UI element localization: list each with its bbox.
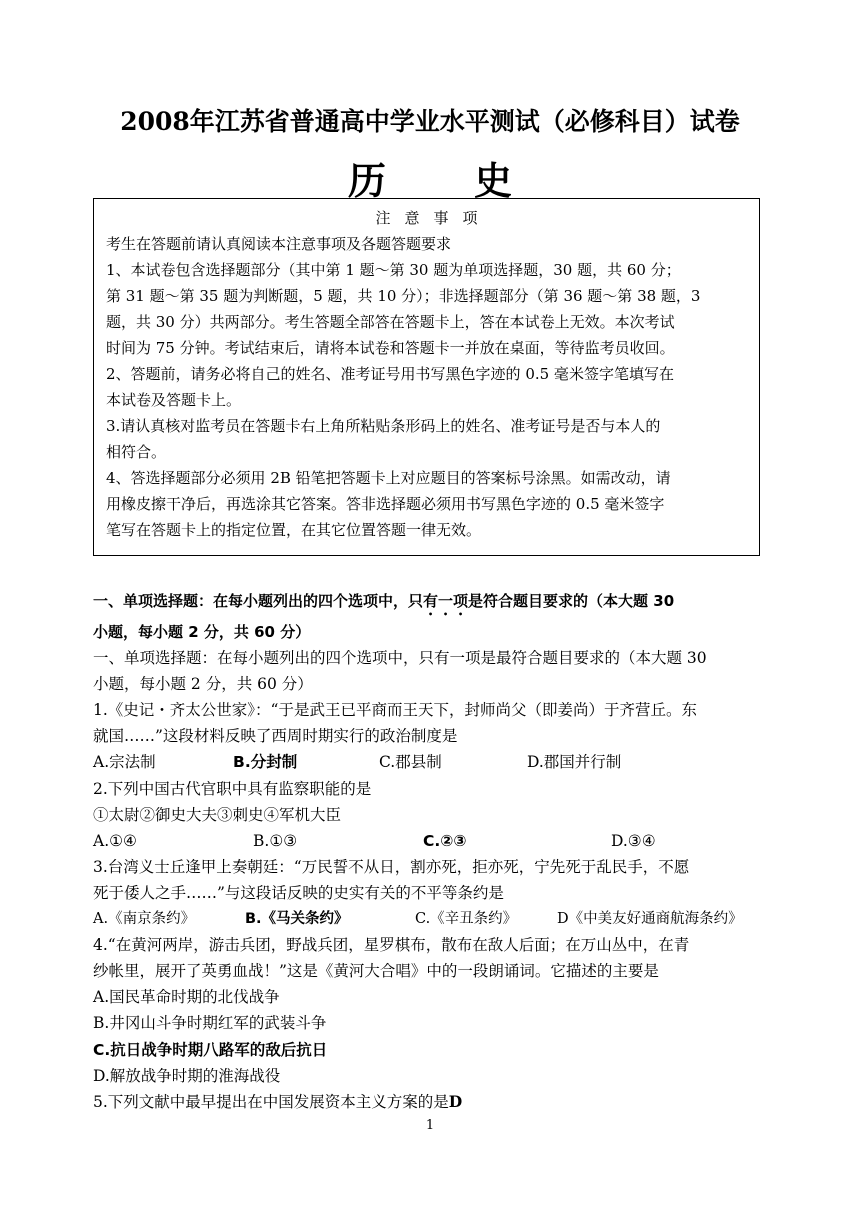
- option-c: C.《辛丑条约》: [415, 911, 518, 928]
- subject-char-1: 历: [347, 158, 386, 203]
- section-heading-plain-line2: 小题，每小题 2 分，共 60 分）: [93, 675, 313, 694]
- question-3-stem: 3.台湾义士丘逢甲上奏朝廷：“万民誓不从日，割亦死，拒亦死，宁先死于乱民手，不愿: [93, 857, 690, 876]
- question-5-stem: [93, 1089, 783, 1115]
- option-b: B.《马关条约》: [245, 911, 349, 928]
- subject-char-2: 史: [474, 158, 513, 203]
- emphasized-phrase: 有一项: [423, 592, 469, 610]
- question-1-stem-cont: 就国……”这段材料反映了西周时期实行的政治制度是: [93, 727, 458, 746]
- option-d: D.郡国并行制: [527, 753, 622, 772]
- notice-line: 时间为 75 分钟。考试结束后，请将本试卷和答题卡一并放在桌面，等待监考员收回。: [106, 339, 675, 357]
- question-3-stem-cont: 死于倭人之手……”与这段话反映的史实有关的不平等条约是: [93, 883, 504, 902]
- exam-title: 2008年江苏省普通高中学业水平测试（必修科目）试卷: [120, 107, 740, 136]
- section-heading-part: 一、单项选择题：在每小题列出的四个选项中，只: [93, 592, 424, 610]
- option-d: D.③④: [611, 831, 656, 850]
- notice-title: 注意事项: [375, 209, 492, 227]
- notice-line: 本试卷及答题卡上。: [106, 391, 242, 409]
- notice-line: 第 31 题～第 35 题为判断题，5 题，共 10 分）；非选择题部分（第 36 题～第 38 题，3: [106, 287, 701, 305]
- notice-line: 1、本试卷包含选择题部分（其中第 1 题～第 30 题为单项选择题，30 题，共 60 分；: [106, 261, 681, 279]
- section-heading-bold-line2: 小题，每小题 2 分，共 60 分）: [93, 623, 311, 641]
- question-4-option-a: A.国民革命时期的北伐战争: [93, 988, 280, 1007]
- option-c: C.郡县制: [379, 753, 442, 772]
- question-4-option-c: C.抗日战争时期八路军的敌后抗日: [93, 1040, 328, 1059]
- notice-line: 3.请认真核对监考员在答题卡右上角所粘贴条形码上的姓名、准考证号是否与本人的: [106, 417, 661, 435]
- question-1-stem: 1.《史记・齐太公世家》：“于是武王已平商而王天下，封师尚父（即姜尚）于齐营丘。东: [93, 701, 697, 720]
- question-3-options: [93, 906, 783, 932]
- option-a: A.《南京条约》: [93, 911, 196, 928]
- questions-body: [93, 588, 783, 1115]
- option-c: C.②③: [423, 831, 467, 850]
- option-a: A.宗法制: [93, 753, 156, 772]
- notice-line: 2、答题前，请务必将自己的姓名、准考证号用书写黑色字迹的 0.5 毫米签字笔填写在: [106, 365, 674, 383]
- notice-line: 考生在答题前请认真阅读本注意事项及各题答题要求: [106, 235, 452, 253]
- option-b: B.分封制: [233, 753, 298, 772]
- option-b: B.①③: [253, 831, 298, 850]
- question-4-option-d: D.解放战争时期的淮海战役: [93, 1066, 281, 1085]
- question-5-answer: D: [448, 1091, 463, 1111]
- option-d: D《中美友好通商航海条约》: [557, 911, 743, 928]
- question-4-stem-cont: 纱帐里，展开了英勇血战！”这是《黄河大合唱》中的一段朗诵词。它描述的主要是: [93, 962, 659, 981]
- notice-line: 笔写在答题卡上的指定位置，在其它位置答题一律无效。: [106, 521, 482, 539]
- question-2-options: [93, 828, 783, 854]
- page-number: 1: [425, 1118, 435, 1133]
- question-4-option-b: B.井冈山斗争时期红军的武装斗争: [93, 1014, 327, 1033]
- section-heading-bold: [93, 588, 783, 619]
- notice-box: [93, 198, 760, 556]
- notice-line: 4、答选择题部分必须用 2B 铅笔把答题卡上对应题目的答案标号涂黑。如需改动，请: [106, 469, 671, 487]
- question-2-stem: 2.下列中国古代官职中具有监察职能的是: [93, 779, 372, 798]
- subject-heading: [0, 150, 860, 205]
- option-a: A.①④: [93, 831, 137, 850]
- section-heading-plain: 一、单项选择题：在每小题列出的四个选项中，只有一项是最符合题目要求的（本大题 30: [93, 649, 707, 668]
- question-5-text: 5.下列文献中最早提出在中国发展资本主义方案的是: [93, 1092, 449, 1111]
- section-heading-part: 是符合题目要求的（本大题 30: [468, 592, 675, 610]
- notice-line: 相符合。: [106, 443, 167, 461]
- question-2-items: ①太尉②御史大夫③刺史④军机大臣: [93, 805, 342, 824]
- question-1-options: [93, 749, 783, 775]
- question-4-stem: 4.“在黄河两岸，游击兵团，野战兵团，星罗棋布，散布在敌人后面；在万山丛中，在青: [93, 936, 690, 955]
- notice-line: 题，共 30 分）共两部分。考生答题全部答在答题卡上，答在本试卷上无效。本次考试: [106, 313, 675, 331]
- notice-line: 用橡皮擦干净后，再选涂其它答案。答非选择题必须用书写黑色字迹的 0.5 毫米签字: [106, 495, 665, 513]
